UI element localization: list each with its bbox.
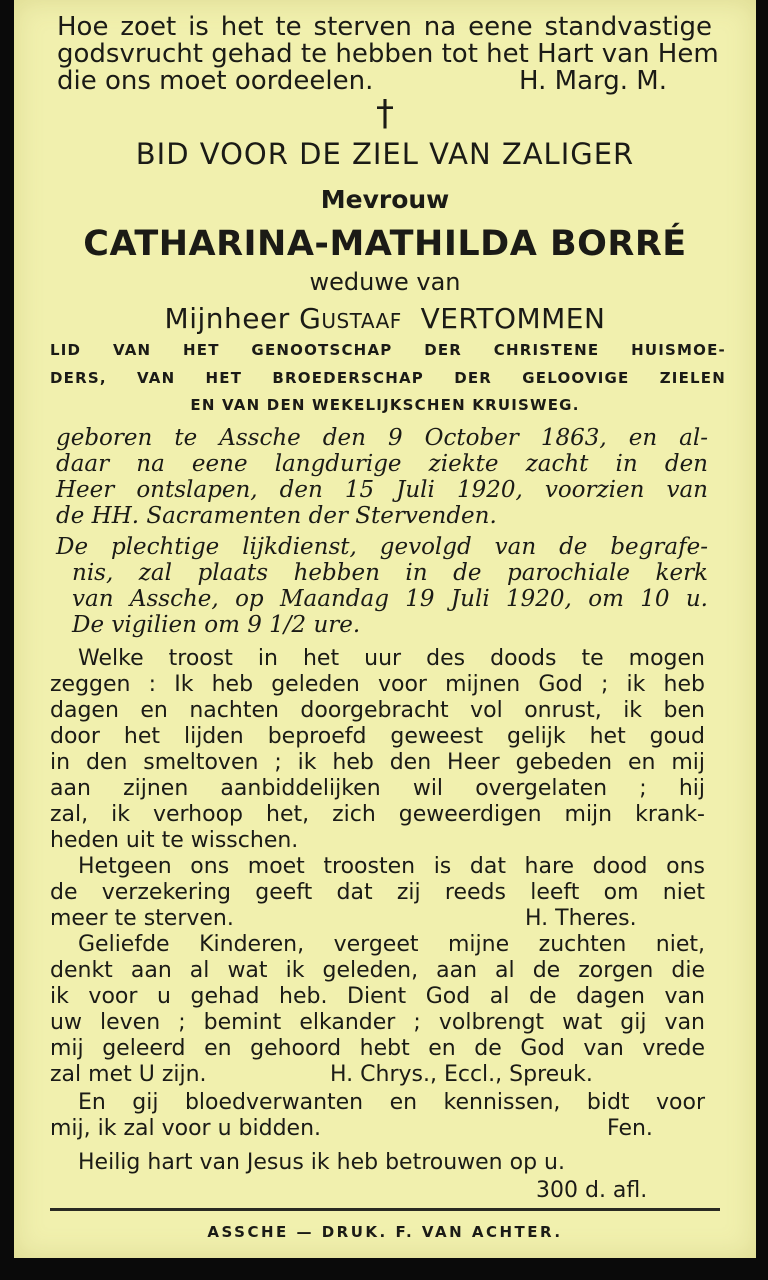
husband-first-name: Gustaaf	[299, 302, 402, 335]
prayer-line: zeggen : Ik heb geleden voor mijnen God ; ik heb	[50, 672, 705, 697]
prayer-line: Geliefde Kinderen, vergeet mijne zuchten niet,	[78, 932, 705, 957]
birth-death-last-line: de HH. Sacramenten der Stervenden.	[56, 503, 497, 529]
quote-line: Hoe zoet is het te sterven na eene standvastige	[57, 12, 712, 42]
indulgence-days: 300 d. afl.	[536, 1178, 648, 1203]
birth-death-line: Heer ontslapen, den 15 Juli 1920, voorzien van	[56, 477, 708, 503]
prayer-line: Welke troost in het uur des doods te mogen	[78, 646, 705, 671]
prayer-line: dagen en nachten doorgebracht vol onrust, ik ben	[50, 698, 705, 723]
prayer-line: ik voor u gehad heb. Dient God al de dagen van	[50, 984, 705, 1009]
prayer-attribution: Fen.	[607, 1116, 653, 1141]
prayer-line: denkt aan al wat ik geleden, aan al de zorgen die	[50, 958, 705, 983]
funeral-line: van Assche, op Maandag 19 Juli 1920, om 10 u.	[72, 586, 708, 612]
memorial-card	[14, 0, 756, 1258]
prayer-line: mij geleerd en gehoord hebt en de God van vrede	[50, 1036, 705, 1061]
prayer-attribution: H. Theres.	[525, 906, 637, 931]
prayer-last-line: zal met U zijn.	[50, 1062, 207, 1087]
prayer-line: aan zijnen aanbiddelijken wil overgelaten ; hij	[50, 776, 705, 801]
prayer-line: in den smeltoven ; ik heb den Heer gebeden en mij	[50, 750, 705, 775]
funeral-line: nis, zal plaats hebben in de parochiale kerk	[72, 560, 708, 586]
quote-text: die ons moet oordeelen.	[57, 66, 374, 96]
cross-icon: †	[376, 93, 394, 134]
prayer-line: de verzekering geeft dat zij reeds leeft om niet	[50, 880, 705, 905]
deceased-name: CATHARINA-MATHILDA BORRÉ	[83, 224, 687, 264]
prayer-line: En gij bloedverwanten en kennissen, bidt voor	[78, 1090, 705, 1115]
husband-last-name: VERTOMMEN	[420, 302, 606, 335]
funeral-last-line: De vigilien om 9 1/2 ure.	[72, 612, 361, 638]
membership-line: DERS, VAN HET BROEDERSCHAP DER GELOOVIGE ZIELEN	[50, 369, 726, 387]
printer-line: ASSCHE — DRUK. F. VAN ACHTER.	[207, 1223, 563, 1241]
prayer-line: Hetgeen ons moet troosten is dat hare dood ons	[78, 854, 705, 879]
husband-name	[14, 301, 756, 337]
prayer-line: zal, ik verhoop het, zich geweerdigen mijn krank-	[50, 802, 705, 827]
birth-death-line: geboren te Assche den 9 October 1863, en al-	[56, 425, 708, 451]
quote-last-line	[57, 68, 667, 95]
membership-line: EN VAN DEN WEKELIJKSCHEN KRUISWEG.	[190, 396, 580, 414]
husband-prefix: Mijnheer	[164, 302, 290, 335]
prayer-last-line: mij, ik zal voor u bidden.	[50, 1116, 322, 1141]
birth-death-line: daar na eene langdurige ziekte zacht in den	[56, 451, 708, 477]
prayer-line: door het lijden beproefd geweest gelijk het goud	[50, 724, 705, 749]
membership-line: LID VAN HET GENOOTSCHAP DER CHRISTENE HUISMOE-	[50, 341, 726, 359]
title-mevrouw: Mevrouw	[320, 185, 450, 214]
divider-rule	[50, 1208, 720, 1211]
indulgence-text: Heilig hart van Jesus ik heb betrouwen op u.	[78, 1150, 565, 1175]
quote-attribution: H. Marg. M.	[519, 66, 667, 96]
prayer-line: uw leven ; bemint elkander ; volbrengt wat gij van	[50, 1010, 705, 1035]
widow-of-label: weduwe van	[309, 268, 461, 296]
prayer-last-line: heden uit te wisschen.	[50, 828, 299, 853]
quote-line: godsvrucht gehad te hebben tot het Hart van Hem	[57, 39, 719, 69]
prayer-attribution: H. Chrys., Eccl., Spreuk.	[330, 1062, 593, 1087]
prayer-heading: BID VOOR DE ZIEL VAN ZALIGER	[135, 137, 635, 171]
funeral-line: De plechtige lijkdienst, gevolgd van de begrafe-	[56, 534, 708, 560]
prayer-last-line: meer te sterven.	[50, 906, 234, 931]
